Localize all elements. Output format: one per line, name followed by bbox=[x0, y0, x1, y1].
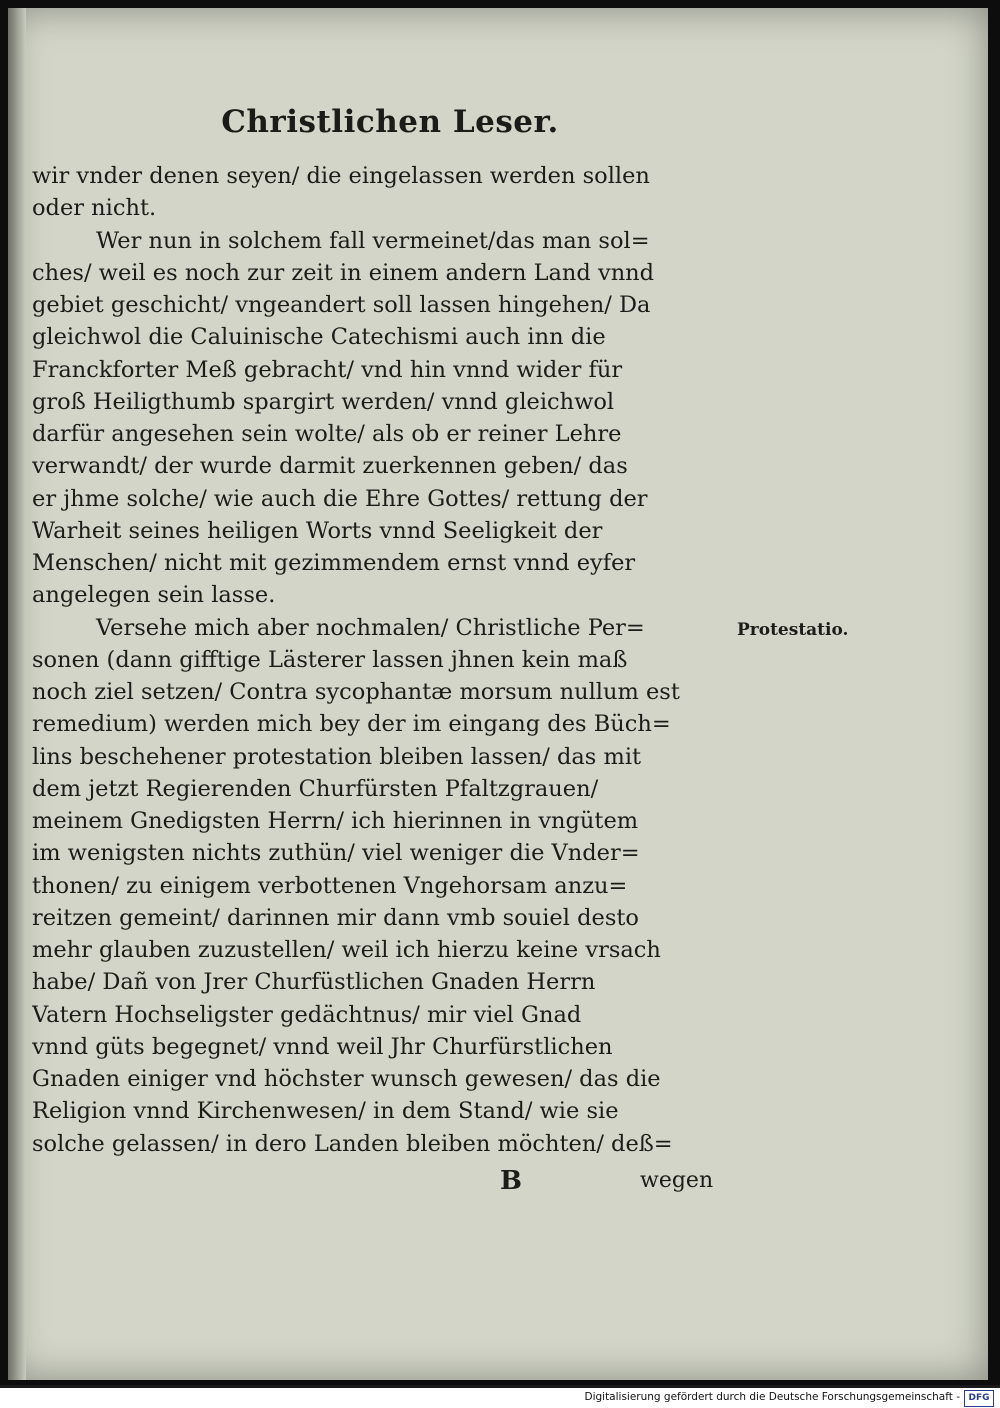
text-line: darfür angesehen sein wolte/ als ob er reiner Lehre bbox=[32, 421, 622, 447]
running-header: Christlichen Leser. bbox=[221, 104, 559, 140]
text-line: habe/ Dañ von Jrer Churfüstlichen Gnaden Herrn bbox=[32, 969, 596, 996]
funding-credit: Digitalisierung gefördert durch die Deutsche Forschungsgemeinschaft - bbox=[584, 1391, 960, 1403]
text-line: dem jetzt Regierenden Churfürsten Pfaltzgrauen/ bbox=[32, 775, 599, 802]
text-line: remedium) werden mich bey der im eingang des Büch= bbox=[32, 711, 671, 738]
text-line: ches/ weil es noch zur zeit in einem andern Land vnnd bbox=[32, 259, 655, 286]
text-line: Wer nun in solchem fall vermeinet/das man sol= bbox=[96, 227, 650, 254]
text-line: wir vnder denen seyen/ die eingelassen werden sollen bbox=[32, 163, 650, 189]
dfg-logo-icon: DFG bbox=[964, 1390, 994, 1407]
text-line: gebiet geschicht/ vngeandert soll lassen hingehen/ Da bbox=[32, 292, 651, 318]
body-text bbox=[32, 160, 744, 1160]
text-line: lins beschehener protestation bleiben lassen/ das mit bbox=[32, 743, 642, 770]
text-line: oder nicht. bbox=[32, 195, 157, 222]
text-line: Warheit seines heiligen Worts vnnd Seeligkeit der bbox=[32, 517, 603, 544]
text-line: Vatern Hochseligster gedächtnus/ mir viel Gnad bbox=[32, 1001, 582, 1028]
text-line: Franckforter Meß gebracht/ vnd hin vnnd wider für bbox=[32, 356, 623, 383]
text-line: Gnaden einiger vnd höchster wunsch gewesen/ das die bbox=[32, 1066, 661, 1092]
text-line: sonen (dann gifftige Lästerer lassen jhnen kein maß bbox=[32, 646, 628, 673]
text-line: meinem Gnedigsten Herrn/ ich hierinnen in vngütem bbox=[32, 808, 639, 834]
margin-note: Protestatio. bbox=[737, 620, 849, 640]
text-line: angelegen sein lasse. bbox=[32, 582, 276, 609]
text-line: Versehe mich aber nochmalen/ Christliche Per= bbox=[96, 614, 645, 641]
text-line: Menschen/ nicht mit gezimmendem ernst vnnd eyfer bbox=[32, 550, 636, 576]
text-line: gleichwol die Caluinische Catechismi auch inn die bbox=[32, 324, 606, 351]
text-line: er jhme solche/ wie auch die Ehre Gottes/ rettung der bbox=[32, 485, 648, 512]
text-line: groß Heiligthumb spargirt werden/ vnnd gleichwol bbox=[32, 388, 615, 415]
text-line: vnnd güts begegnet/ vnnd weil Jhr Churfürstlichen bbox=[32, 1033, 613, 1060]
signature-mark: B bbox=[500, 1166, 522, 1196]
text-line: thonen/ zu einigem verbottenen Vngehorsam anzu= bbox=[32, 872, 628, 899]
text-line: im wenigsten nichts zuthün/ viel weniger die Vnder= bbox=[32, 840, 640, 867]
text-line: mehr glauben zuzustellen/ weil ich hierzu keine vrsach bbox=[32, 937, 661, 963]
text-line: solche gelassen/ in dero Landen bleiben möchten/ deß= bbox=[32, 1130, 673, 1157]
text-line: reitzen gemeint/ darinnen mir dann vmb souiel desto bbox=[32, 904, 639, 931]
footer-bar bbox=[0, 1388, 1000, 1408]
catchword: wegen bbox=[640, 1168, 714, 1193]
page-gutter-shadow bbox=[8, 8, 26, 1380]
text-line: noch ziel setzen/ Contra sycophantæ morsum nullum est bbox=[32, 679, 680, 705]
text-line: verwandt/ der wurde darmit zuerkennen geben/ das bbox=[32, 453, 628, 480]
text-line: Religion vnnd Kirchenwesen/ in dem Stand/ wie sie bbox=[32, 1098, 619, 1125]
